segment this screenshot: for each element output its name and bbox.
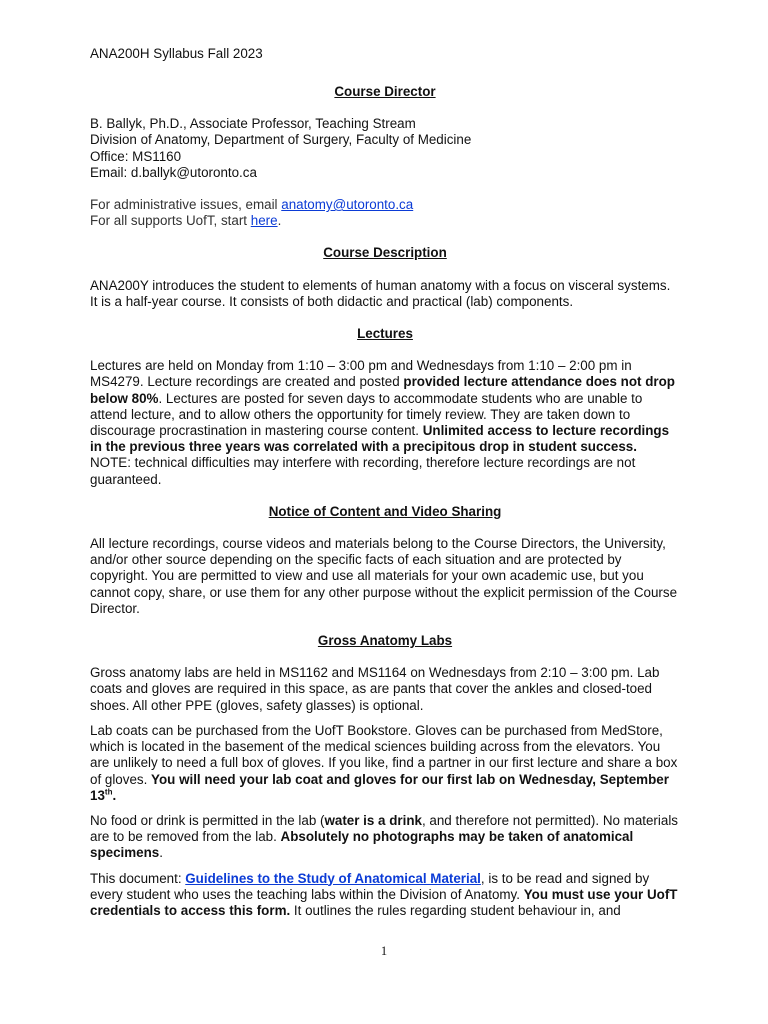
labs-paragraph-2: Lab coats can be purchased from the UofT Bookstore. Gloves can be purchased from MedStore, which is located in the basement of the medical sciences building across from the elevators. You are unlikely to need a full box of gloves. If you like, find a partner in our first lecture and share a box of gloves. You will need your lab coat and gloves for our first lab on Wednesday, September 13th. bbox=[90, 722, 678, 803]
director-email: Email: d.ballyk@utoronto.ca bbox=[90, 164, 257, 180]
labs-paragraph-3: No food or drink is permitted in the lab (water is a drink, and therefore not permitted). No materials are to be removed from the lab. Absolutely no photographs may be taken of anatomical specimens. bbox=[90, 812, 678, 861]
heading-course-description: Course Description bbox=[323, 245, 447, 261]
running-header: ANA200H Syllabus Fall 2023 bbox=[90, 46, 263, 61]
page-number: 1 bbox=[380, 944, 388, 958]
heading-notice: Notice of Content and Video Sharing bbox=[268, 503, 502, 519]
support-here-link[interactable]: here bbox=[250, 213, 278, 229]
director-name: B. Ballyk, Ph.D., Associate Professor, Teaching Stream bbox=[90, 116, 416, 132]
heading-course-director: Course Director bbox=[334, 84, 436, 99]
admin-email-link[interactable]: anatomy@utoronto.ca bbox=[281, 197, 414, 213]
notice-text: All lecture recordings, course videos and materials belong to the Course Directors, the University, and/or other source depending on the specific facts of each situation and are protected by copyright. You are permitted to view and use all materials for your own academic use, but you cannot copy, share, or use them for any other purpose without the explicit permission of the Course Director. bbox=[90, 536, 678, 616]
director-division: Division of Anatomy, Department of Surgery, Faculty of Medicine bbox=[90, 132, 472, 148]
document-body bbox=[90, 84, 680, 919]
labs-paragraph-4: This document: Guidelines to the Study of Anatomical Material, is to be read and signed by every student who uses the teaching labs within the Division of Anatomy. You must use your UofT credentials to access this form. It outlines the rules regarding student behaviour in, and bbox=[90, 870, 678, 918]
guidelines-link[interactable]: Guidelines to the Study of Anatomical Material bbox=[185, 870, 481, 886]
admin-contact: For administrative issues, email anatomy@utoronto.ca bbox=[90, 197, 414, 213]
course-description-text: ANA200Y introduces the student to elements of human anatomy with a focus on visceral systems. It is a half-year course. It consists of both didactic and practical (lab) components. bbox=[90, 277, 671, 309]
director-office: Office: MS1160 bbox=[90, 148, 182, 164]
director-info bbox=[90, 116, 680, 181]
support-contact: For all supports UofT, start here. bbox=[90, 213, 282, 229]
heading-labs: Gross Anatomy Labs bbox=[317, 633, 453, 649]
lectures-text: Lectures are held on Monday from 1:10 – 3:00 pm and Wednesdays from 1:10 – 2:00 pm in MS4279. Lecture recordings are created and posted provided lecture attendance does not drop below 80%. Lectures are posted for seven days to accommodate students who are unable to attend lecture, and to allow others the opportunity for timely review. They are taken down to discourage procrastination in mastering course content. Unlimited access to lecture recordings in the previous three years was correlated with a precipitous drop in student success. NOTE: technical difficulties may interfere with recording, therefore lecture recordings are not guaranteed. bbox=[90, 358, 675, 487]
labs-paragraph-1: Gross anatomy labs are held in MS1162 and MS1164 on Wednesdays from 2:10 – 3:00 pm. Lab coats and gloves are required in this space, as are pants that cover the ankles and closed-toed shoes. All other PPE (gloves, safety glasses) is optional. bbox=[90, 665, 660, 713]
heading-lectures: Lectures bbox=[357, 326, 413, 342]
